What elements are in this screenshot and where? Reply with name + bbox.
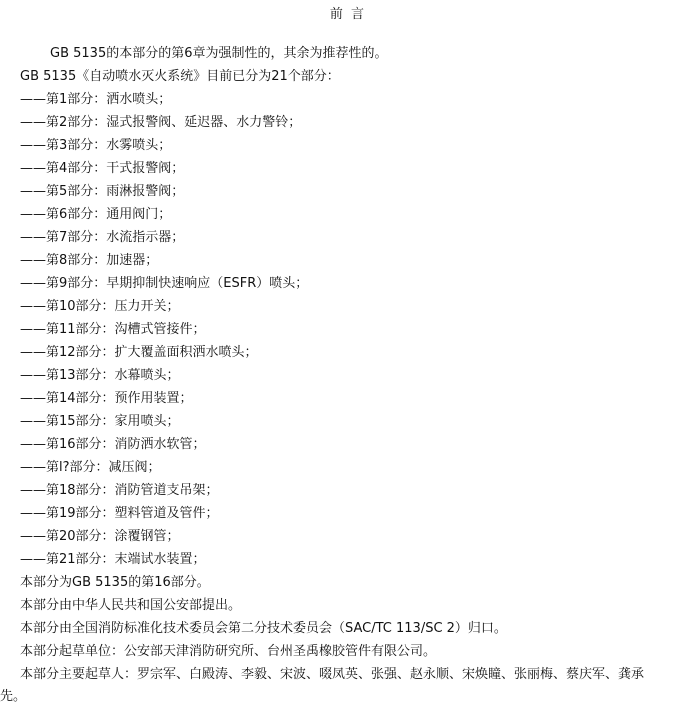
list-item: ——第19部分：塑料管道及管件； — [20, 506, 219, 521]
list-item: ——第12部分：扩大覆盖面积洒水喷头； — [20, 345, 258, 360]
drafting-units-statement: 本部分起草单位：公安部天津消防研究所、台州圣禹橡胶管件有限公司。 — [20, 644, 437, 659]
list-item: ——第16部分：消防洒水软管； — [20, 437, 206, 452]
managed-by-statement: 本部分由全国消防标准化技术委员会第二分技术委员会（SAC/TC 113/SC 2）归口。 — [20, 621, 507, 636]
list-item: ——第5部分：雨淋报警阀； — [20, 184, 185, 199]
series-intro: GB 5135《自动喷水灭火系统》目前已分为21个部分： — [20, 69, 340, 84]
list-item: ——第18部分：消防管道支吊架； — [20, 483, 219, 498]
proposed-by-statement: 本部分由中华人民共和国公安部提出。 — [20, 598, 242, 613]
list-item: ——第9部分：早期抑制快速响应（ESFR）喷头； — [20, 276, 309, 291]
list-item: ——第14部分：预作用装置； — [20, 391, 193, 406]
drafters-statement-continuation: 先。 — [0, 689, 27, 704]
list-item: ——第l?部分：减压阀； — [20, 460, 161, 475]
this-part-statement: 本部分为GB 5135的第16部分。 — [20, 575, 210, 590]
list-item: ——第6部分：通用阀门； — [20, 207, 172, 222]
list-item: ——第7部分：水流指示器； — [20, 230, 185, 245]
list-item: ——第1部分：洒水喷头； — [20, 92, 172, 107]
list-item: ——第10部分：压力开关； — [20, 299, 180, 314]
list-item: ——第3部分：水雾喷头； — [20, 138, 172, 153]
list-item: ——第4部分：干式报警阀； — [20, 161, 185, 176]
list-item: ——第11部分：沟槽式管接件； — [20, 322, 206, 337]
list-item: ——第15部分：家用喷头； — [20, 414, 180, 429]
page-title: 前 言 — [329, 7, 367, 22]
drafters-statement: 本部分主要起草人：罗宗军、白殿涛、李毅、宋波、啜凤英、张强、赵永顺、宋焕瞳、张丽梅、蔡庆军、龚承 — [20, 667, 645, 682]
list-item: ——第2部分：湿式报警阀、延迟器、水力警铃； — [20, 115, 302, 130]
list-item: ——第13部分：水幕喷头； — [20, 368, 180, 383]
intro-paragraph: GB 5135的本部分的第6章为强制性的，其余为推荐性的。 — [50, 46, 388, 61]
list-item: ——第8部分：加速器； — [20, 253, 159, 268]
list-item: ——第21部分：末端试水装置； — [20, 552, 206, 567]
list-item: ——第20部分：涂覆钢管； — [20, 529, 180, 544]
